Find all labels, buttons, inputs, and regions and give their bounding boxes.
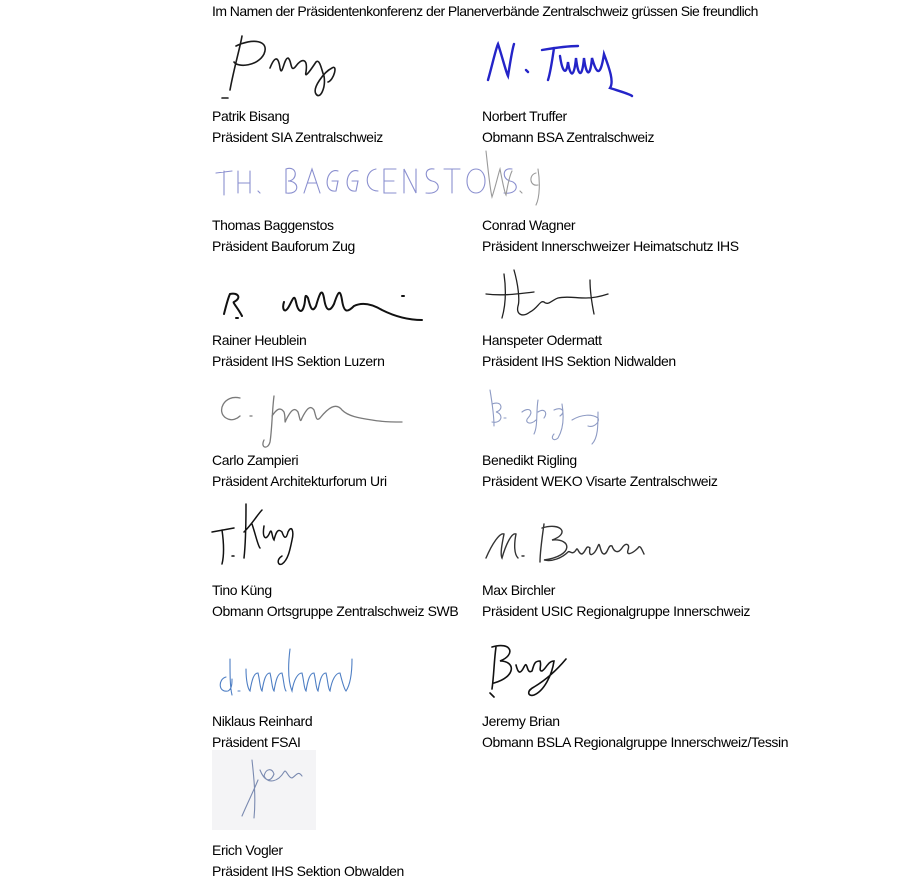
signer-role: Präsident IHS Sektion Nidwalden xyxy=(482,353,676,369)
signer-name: Jeremy Brian xyxy=(482,713,560,729)
signer-name: Benedikt Rigling xyxy=(482,452,577,468)
signer-name: Tino Küng xyxy=(212,582,272,598)
signer-role: Präsident IHS Sektion Luzern xyxy=(212,353,385,369)
signer-role: Präsident FSAI xyxy=(212,734,301,750)
signer-name: Erich Vogler xyxy=(212,842,283,858)
signer-role: Obmann Ortsgruppe Zentralschweiz SWB xyxy=(212,603,459,619)
signature-image xyxy=(482,36,812,116)
signature-stroke xyxy=(488,44,632,96)
signer-role: Präsident Bauforum Zug xyxy=(212,238,355,254)
signature-stroke xyxy=(486,151,539,205)
signature-image xyxy=(212,750,542,830)
signer-name: Norbert Truffer xyxy=(482,108,567,124)
signer-name: Conrad Wagner xyxy=(482,217,576,233)
signer-name: Rainer Heublein xyxy=(212,332,307,348)
signature-image xyxy=(482,145,812,225)
signer-name: Hanspeter Odermatt xyxy=(482,332,602,348)
signer-role: Präsident USIC Regionalgruppe Innerschweiz xyxy=(482,603,751,619)
signer-role: Präsident Innerschweizer Heimatschutz IHS xyxy=(482,238,739,254)
signer-name: Max Birchler xyxy=(482,582,555,598)
signer-role: Präsident SIA Zentralschweiz xyxy=(212,129,383,145)
signature-stroke xyxy=(486,270,608,318)
signature-stroke xyxy=(490,646,566,697)
signature-stroke xyxy=(216,168,516,195)
signer-role: Obmann BSLA Regionalgruppe Innerschweiz/Tessin xyxy=(482,734,789,750)
signature-stroke xyxy=(212,504,293,564)
signer-name: Niklaus Reinhard xyxy=(212,713,313,729)
signature-stroke xyxy=(222,396,402,447)
signature-image xyxy=(482,382,812,462)
signature-stroke xyxy=(224,292,422,320)
signature-stroke xyxy=(220,649,352,695)
signer-role: Präsident IHS Sektion Obwalden xyxy=(212,863,404,879)
signature-stroke xyxy=(486,524,644,562)
signature-background xyxy=(212,750,316,830)
signature-stroke xyxy=(490,390,598,444)
signer-name: Patrik Bisang xyxy=(212,108,290,124)
signer-name: Carlo Zampieri xyxy=(212,452,299,468)
greeting-text: Im Namen der Präsidentenkonferenz der Planerverbände Zentralschweiz grüssen Sie freundlich xyxy=(212,3,758,19)
signer-role: Präsident Architekturforum Uri xyxy=(212,473,387,489)
signature-stroke xyxy=(222,36,335,98)
signature-image xyxy=(482,635,812,715)
signer-role: Präsident WEKO Visarte Zentralschweiz xyxy=(482,473,718,489)
signer-name: Thomas Baggenstos xyxy=(212,217,334,233)
signer-role: Obmann BSA Zentralschweiz xyxy=(482,129,655,145)
